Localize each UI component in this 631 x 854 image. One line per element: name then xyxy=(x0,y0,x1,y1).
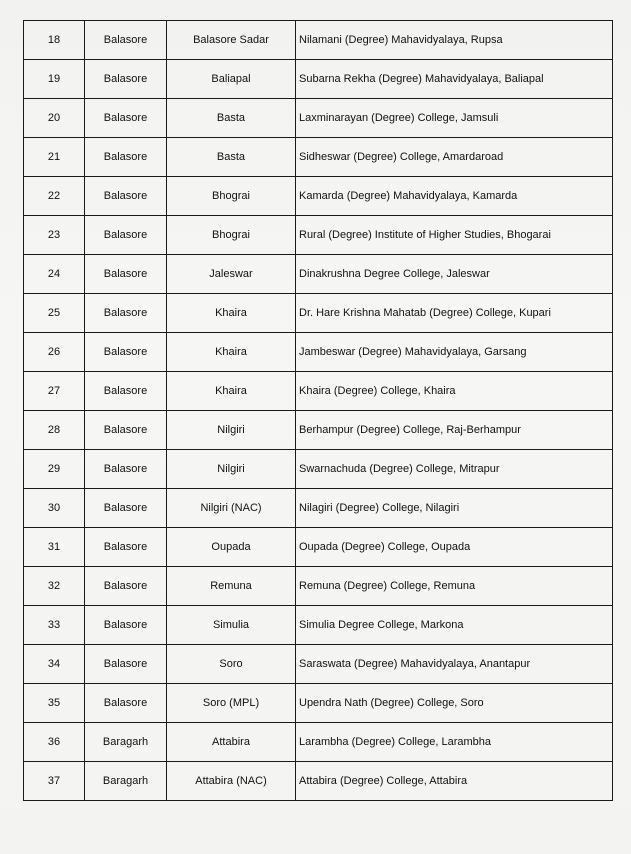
table-body xyxy=(24,21,613,801)
college-name-cell: Simulia Degree College, Markona xyxy=(296,606,613,645)
block-cell: Balasore Sadar xyxy=(167,21,296,60)
serial-number-cell: 32 xyxy=(24,567,85,606)
table-row xyxy=(24,255,613,294)
district-cell: Balasore xyxy=(85,99,167,138)
serial-number-cell: 21 xyxy=(24,138,85,177)
table-row xyxy=(24,684,613,723)
table-row xyxy=(24,333,613,372)
college-name-cell: Saraswata (Degree) Mahavidyalaya, Anantapur xyxy=(296,645,613,684)
college-name-cell: Jambeswar (Degree) Mahavidyalaya, Garsang xyxy=(296,333,613,372)
serial-number-cell: 30 xyxy=(24,489,85,528)
district-cell: Balasore xyxy=(85,567,167,606)
block-cell: Khaira xyxy=(167,294,296,333)
table-row xyxy=(24,567,613,606)
serial-number-cell: 20 xyxy=(24,99,85,138)
block-cell: Baliapal xyxy=(167,60,296,99)
serial-number-cell: 28 xyxy=(24,411,85,450)
college-name-cell: Sidheswar (Degree) College, Amardaroad xyxy=(296,138,613,177)
block-cell: Soro xyxy=(167,645,296,684)
district-cell: Balasore xyxy=(85,684,167,723)
college-name-cell: Laxminarayan (Degree) College, Jamsuli xyxy=(296,99,613,138)
block-cell: Jaleswar xyxy=(167,255,296,294)
college-name-cell: Larambha (Degree) College, Larambha xyxy=(296,723,613,762)
serial-number-cell: 35 xyxy=(24,684,85,723)
table-row xyxy=(24,411,613,450)
college-name-cell: Khaira (Degree) College, Khaira xyxy=(296,372,613,411)
district-cell: Balasore xyxy=(85,489,167,528)
serial-number-cell: 36 xyxy=(24,723,85,762)
block-cell: Nilgiri xyxy=(167,411,296,450)
table-row xyxy=(24,294,613,333)
table-row xyxy=(24,60,613,99)
block-cell: Nilgiri xyxy=(167,450,296,489)
show-through-text xyxy=(300,2,620,22)
table-row xyxy=(24,177,613,216)
serial-number-cell: 25 xyxy=(24,294,85,333)
college-name-cell: Remuna (Degree) College, Remuna xyxy=(296,567,613,606)
district-cell: Balasore xyxy=(85,333,167,372)
block-cell: Simulia xyxy=(167,606,296,645)
table-row xyxy=(24,489,613,528)
table-row xyxy=(24,21,613,60)
block-cell: Nilgiri (NAC) xyxy=(167,489,296,528)
serial-number-cell: 31 xyxy=(24,528,85,567)
district-cell: Balasore xyxy=(85,60,167,99)
block-cell: Basta xyxy=(167,138,296,177)
block-cell: Oupada xyxy=(167,528,296,567)
table-row xyxy=(24,528,613,567)
table-row xyxy=(24,216,613,255)
college-name-cell: Subarna Rekha (Degree) Mahavidyalaya, Baliapal xyxy=(296,60,613,99)
serial-number-cell: 24 xyxy=(24,255,85,294)
serial-number-cell: 37 xyxy=(24,762,85,801)
district-cell: Balasore xyxy=(85,645,167,684)
district-cell: Balasore xyxy=(85,216,167,255)
serial-number-cell: 34 xyxy=(24,645,85,684)
colleges-table xyxy=(23,20,613,801)
table-row xyxy=(24,762,613,801)
block-cell: Khaira xyxy=(167,333,296,372)
college-name-cell: Oupada (Degree) College, Oupada xyxy=(296,528,613,567)
block-cell: Bhograi xyxy=(167,177,296,216)
college-name-cell: Swarnachuda (Degree) College, Mitrapur xyxy=(296,450,613,489)
block-cell: Bhograi xyxy=(167,216,296,255)
district-cell: Baragarh xyxy=(85,723,167,762)
table-row xyxy=(24,645,613,684)
college-name-cell: Kamarda (Degree) Mahavidyalaya, Kamarda xyxy=(296,177,613,216)
college-name-cell: Attabira (Degree) College, Attabira xyxy=(296,762,613,801)
district-cell: Balasore xyxy=(85,21,167,60)
district-cell: Baragarh xyxy=(85,762,167,801)
district-cell: Balasore xyxy=(85,255,167,294)
district-cell: Balasore xyxy=(85,177,167,216)
college-name-cell: Upendra Nath (Degree) College, Soro xyxy=(296,684,613,723)
table-row xyxy=(24,372,613,411)
college-name-cell: Dr. Hare Krishna Mahatab (Degree) College, Kupari xyxy=(296,294,613,333)
block-cell: Attabira (NAC) xyxy=(167,762,296,801)
serial-number-cell: 26 xyxy=(24,333,85,372)
college-name-cell: Nilamani (Degree) Mahavidyalaya, Rupsa xyxy=(296,21,613,60)
district-cell: Balasore xyxy=(85,372,167,411)
table-row xyxy=(24,723,613,762)
college-name-cell: Berhampur (Degree) College, Raj-Berhampur xyxy=(296,411,613,450)
block-cell: Basta xyxy=(167,99,296,138)
block-cell: Khaira xyxy=(167,372,296,411)
serial-number-cell: 19 xyxy=(24,60,85,99)
serial-number-cell: 29 xyxy=(24,450,85,489)
table-row xyxy=(24,450,613,489)
table-row xyxy=(24,138,613,177)
district-cell: Balasore xyxy=(85,528,167,567)
college-name-cell: Dinakrushna Degree College, Jaleswar xyxy=(296,255,613,294)
district-cell: Balasore xyxy=(85,450,167,489)
serial-number-cell: 27 xyxy=(24,372,85,411)
serial-number-cell: 18 xyxy=(24,21,85,60)
table-row xyxy=(24,99,613,138)
college-name-cell: Nilagiri (Degree) College, Nilagiri xyxy=(296,489,613,528)
block-cell: Soro (MPL) xyxy=(167,684,296,723)
district-cell: Balasore xyxy=(85,606,167,645)
serial-number-cell: 23 xyxy=(24,216,85,255)
block-cell: Remuna xyxy=(167,567,296,606)
block-cell: Attabira xyxy=(167,723,296,762)
college-name-cell: Rural (Degree) Institute of Higher Studies, Bhogarai xyxy=(296,216,613,255)
district-cell: Balasore xyxy=(85,294,167,333)
district-cell: Balasore xyxy=(85,138,167,177)
district-cell: Balasore xyxy=(85,411,167,450)
table-row xyxy=(24,606,613,645)
serial-number-cell: 33 xyxy=(24,606,85,645)
serial-number-cell: 22 xyxy=(24,177,85,216)
